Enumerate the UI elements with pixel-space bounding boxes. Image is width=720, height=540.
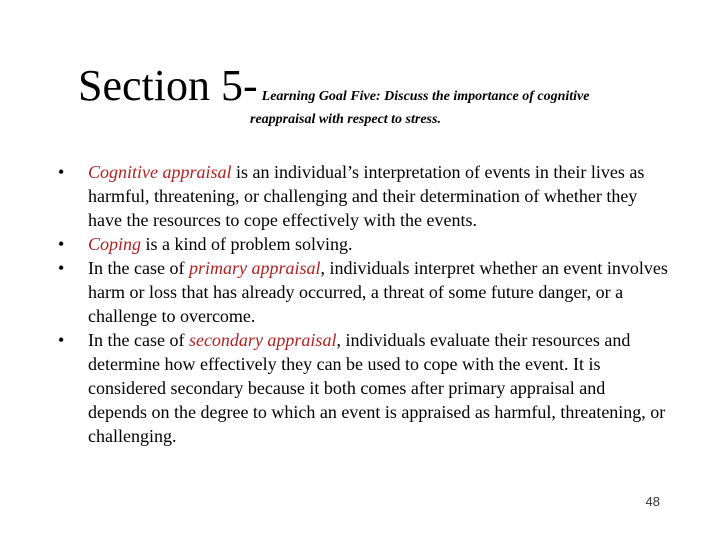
bullet-icon: • <box>58 162 65 182</box>
bullet-term: primary appraisal <box>188 258 321 278</box>
bullet-item-secondary-appraisal <box>58 328 668 448</box>
bullet-text-before: In the case of <box>88 330 189 350</box>
bullet-text-after: is an individual’s interpretation of events in their lives as harmful, threatening, or challenging and their determination of whether they have the resources to cope effectively with the events. <box>88 162 645 230</box>
bullet-text-before: In the case of <box>88 258 189 278</box>
bullet-item-cognitive-appraisal <box>58 160 668 232</box>
bullet-term: secondary appraisal <box>188 330 337 350</box>
bullet-item-primary-appraisal <box>58 256 668 328</box>
title-main: Section 5- <box>78 61 258 110</box>
bullet-text-after: is a kind of problem solving. <box>141 234 353 254</box>
title-subtitle-part-2: reappraisal with respect to stress. <box>250 112 441 127</box>
bullet-item-coping <box>58 232 668 256</box>
bullet-text-after: , individuals evaluate their resources and determine how effectively they can be used to cope with the event. It is considered secondary because it both comes after primary appraisal and depends on the degree to which an event is appraised as harmful, threatening, or challenging. <box>88 330 666 446</box>
title-subtitle-part-1: Learning Goal Five: Discuss the importance of cognitive <box>261 89 590 104</box>
bullet-icon: • <box>58 234 65 254</box>
slide-number: 48 <box>645 494 660 509</box>
bullet-icon: • <box>58 258 65 278</box>
bullet-term: Cognitive appraisal <box>88 162 232 182</box>
bullet-list <box>58 160 668 448</box>
bullet-term: Coping <box>88 234 142 254</box>
title-line-1 <box>78 60 589 112</box>
bullet-text-after: , individuals interpret whether an event involves harm or loss that has already occurred, a threat of some future danger, or a challenge to overcome. <box>88 258 668 326</box>
bullet-icon: • <box>58 330 65 350</box>
